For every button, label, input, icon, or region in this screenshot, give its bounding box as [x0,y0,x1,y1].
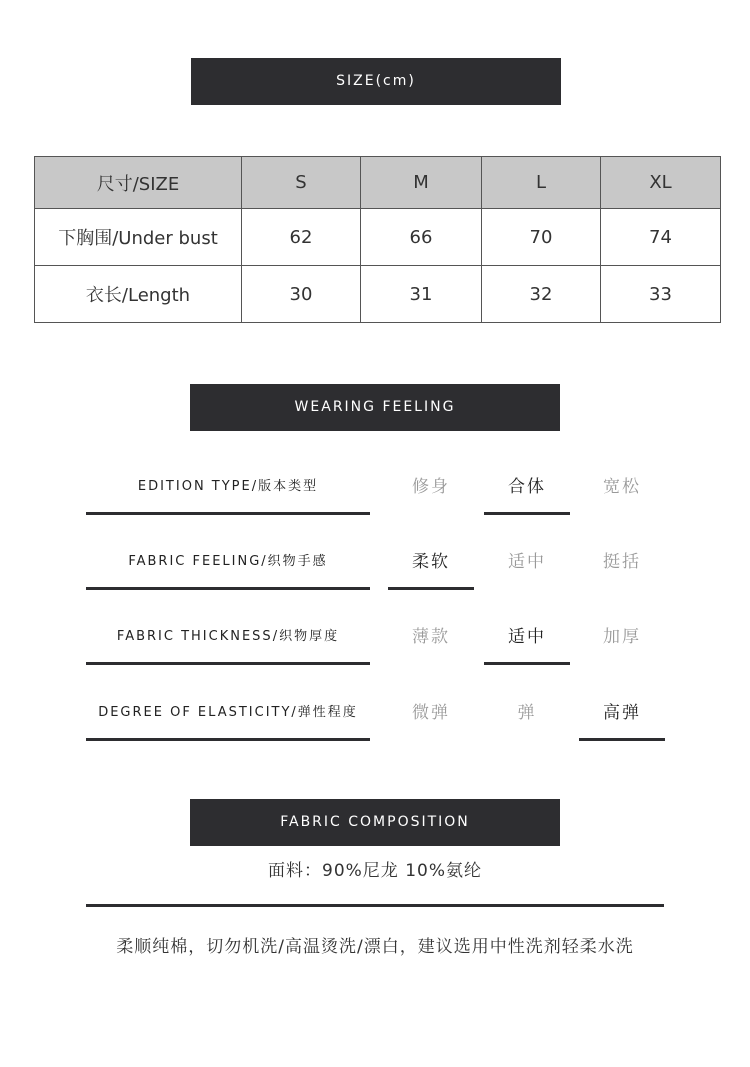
table-cell: 62 [242,209,361,266]
size-table-header-l: L [482,157,601,209]
fabric-section-title: FABRIC COMPOSITION [190,799,560,846]
feeling-option: 适中 [484,607,570,665]
size-table-header-xl: XL [601,157,721,209]
row-label-length: 衣长/Length [35,266,242,323]
table-cell: 32 [482,266,601,323]
table-cell: 30 [242,266,361,323]
feeling-option: 修身 [412,477,450,497]
row-label-under-bust: 下胸围/Under bust [35,209,242,266]
table-cell: 31 [361,266,482,323]
size-table-header-s: S [242,157,361,209]
table-cell: 70 [482,209,601,266]
feeling-option: 柔软 [388,532,474,590]
feeling-row-elasticity [0,683,750,743]
feeling-option: 高弹 [579,683,665,741]
feeling-option: 微弹 [412,703,450,723]
table-cell: 74 [601,209,721,266]
feeling-label: FABRIC THICKNESS/织物厚度 [86,607,370,665]
feeling-label: DEGREE OF ELASTICITY/弹性程度 [86,683,370,741]
size-table-header-m: M [361,157,482,209]
fabric-composition-text: 面料：90%尼龙 10%氨纶 [268,861,482,881]
feeling-row-edition-type [0,457,750,517]
care-instructions: 柔顺纯棉，切勿机洗/高温烫洗/漂白，建议选用中性洗剂轻柔水洗 [116,937,634,957]
feeling-option: 薄款 [412,627,450,647]
size-table-header-size: 尺寸/SIZE [35,157,242,209]
feeling-option: 加厚 [603,627,641,647]
feeling-option: 挺括 [603,552,641,572]
feeling-option: 适中 [508,552,546,572]
table-row [35,209,721,266]
feeling-option: 合体 [484,457,570,515]
size-table-header-row [35,157,721,209]
table-cell: 66 [361,209,482,266]
size-table [34,156,721,323]
wearing-section-title: WEARING FEELING [190,384,560,431]
section-divider [86,904,664,907]
feeling-option: 弹 [517,703,537,723]
table-row [35,266,721,323]
feeling-label: EDITION TYPE/版本类型 [86,457,370,515]
feeling-row-fabric-feeling [0,532,750,592]
table-cell: 33 [601,266,721,323]
feeling-row-fabric-thickness [0,607,750,667]
feeling-option: 宽松 [603,477,641,497]
size-section-title: SIZE(cm) [191,58,561,105]
feeling-label: FABRIC FEELING/织物手感 [86,532,370,590]
